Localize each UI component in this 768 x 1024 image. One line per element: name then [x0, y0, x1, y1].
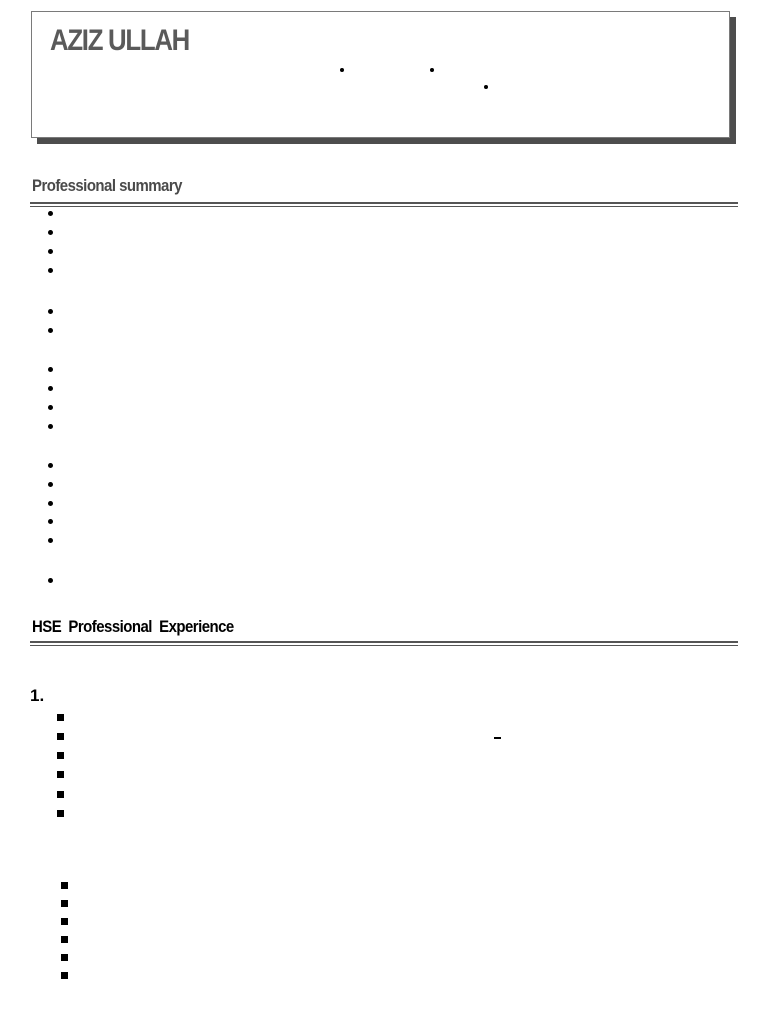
section-divider [30, 641, 738, 646]
experience-item-number: 1. [30, 686, 45, 705]
experience-bullet [61, 918, 68, 925]
experience-bullet [57, 791, 64, 798]
experience-bullet [61, 882, 68, 889]
summary-bullet [48, 482, 53, 487]
summary-bullet [48, 501, 53, 506]
summary-bullet [48, 538, 53, 543]
summary-bullet [48, 367, 53, 372]
experience-bullet [57, 752, 64, 759]
summary-bullet [48, 386, 53, 391]
section-title-professional-summary: Professional summary [32, 176, 182, 195]
summary-bullet [48, 230, 53, 235]
summary-bullet [48, 268, 53, 273]
section-title-hse-experience: HSE Professional Experience [32, 617, 234, 636]
experience-bullet [61, 972, 68, 979]
experience-bullet [61, 900, 68, 907]
contact-separator-dot [340, 68, 344, 72]
summary-bullet [48, 328, 53, 333]
summary-bullet [48, 405, 53, 410]
dash-mark [494, 737, 501, 739]
experience-bullet [57, 733, 64, 740]
summary-bullet [48, 578, 53, 583]
summary-bullet [48, 309, 53, 314]
section-divider [30, 202, 738, 207]
summary-bullet [48, 249, 53, 254]
header-box [31, 11, 730, 138]
experience-bullet [61, 954, 68, 961]
summary-bullet [48, 463, 53, 468]
experience-bullet [57, 810, 64, 817]
contact-separator-dot [484, 85, 488, 89]
experience-bullet [57, 771, 64, 778]
experience-bullet [57, 714, 64, 721]
summary-bullet [48, 519, 53, 524]
contact-separator-dot [430, 68, 434, 72]
experience-bullet [61, 936, 68, 943]
summary-bullet [48, 424, 53, 429]
candidate-name: AZIZ ULLAH [50, 24, 190, 57]
summary-bullet [48, 211, 53, 216]
